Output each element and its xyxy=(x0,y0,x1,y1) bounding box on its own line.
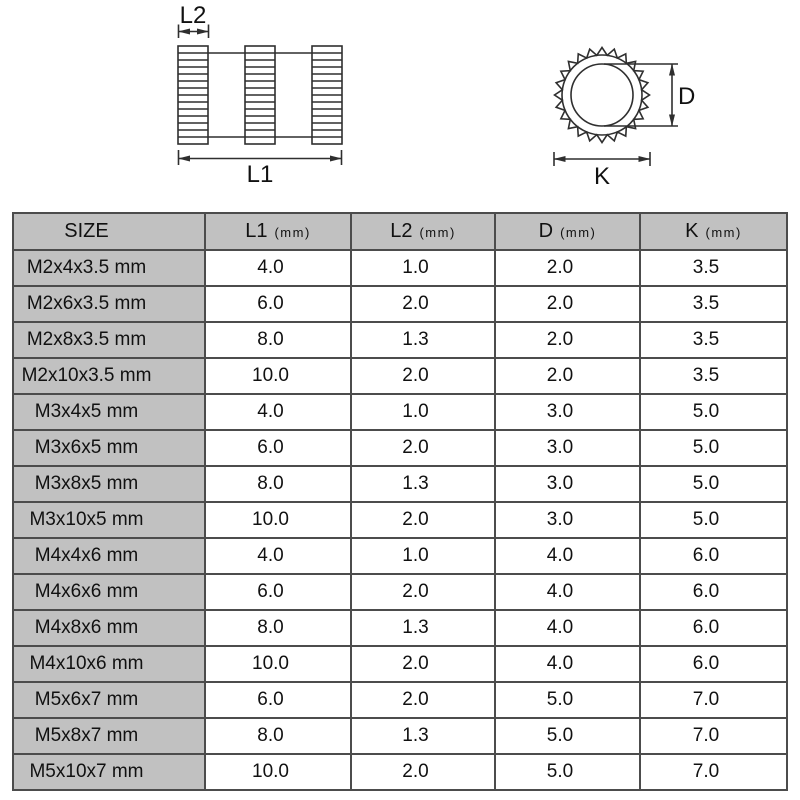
value-cell: 2.0 xyxy=(351,646,495,682)
value-cell: 2.0 xyxy=(495,286,640,322)
size-cell: M2x4x3.5 mm xyxy=(13,250,205,286)
value-cell: 4.0 xyxy=(495,646,640,682)
knurl-teeth xyxy=(555,48,650,143)
value-cell: 10.0 xyxy=(205,502,351,538)
value-cell: 2.0 xyxy=(495,358,640,394)
size-cell: M4x8x6 mm xyxy=(13,610,205,646)
column-header-l2: L2 (mm) xyxy=(351,213,495,250)
table-row xyxy=(13,754,787,790)
d-dimension-label: D xyxy=(678,83,696,110)
size-cell: M3x6x5 mm xyxy=(13,430,205,466)
value-cell: 6.0 xyxy=(640,538,787,574)
value-cell: 7.0 xyxy=(640,682,787,718)
value-cell: 4.0 xyxy=(495,574,640,610)
k-dimension xyxy=(554,152,650,190)
value-cell: 5.0 xyxy=(640,430,787,466)
value-cell: 8.0 xyxy=(205,466,351,502)
value-cell: 6.0 xyxy=(205,682,351,718)
value-cell: 6.0 xyxy=(205,286,351,322)
value-cell: 2.0 xyxy=(351,754,495,790)
value-cell: 1.0 xyxy=(351,250,495,286)
table-row xyxy=(13,466,787,502)
table-header-row xyxy=(13,213,787,250)
table-row xyxy=(13,538,787,574)
size-cell: M5x6x7 mm xyxy=(13,682,205,718)
size-cell: M3x8x5 mm xyxy=(13,466,205,502)
column-header-size: SIZE xyxy=(13,213,205,250)
value-cell: 2.0 xyxy=(351,286,495,322)
value-cell: 5.0 xyxy=(640,466,787,502)
insert-side-view xyxy=(178,2,342,188)
column-header-k: K (mm) xyxy=(640,213,787,250)
value-cell: 6.0 xyxy=(205,574,351,610)
size-cell: M3x4x5 mm xyxy=(13,394,205,430)
value-cell: 4.0 xyxy=(205,538,351,574)
value-cell: 4.0 xyxy=(495,610,640,646)
value-cell: 3.5 xyxy=(640,250,787,286)
table-row xyxy=(13,718,787,754)
column-header-l1: L1 (mm) xyxy=(205,213,351,250)
value-cell: 2.0 xyxy=(351,574,495,610)
value-cell: 3.5 xyxy=(640,322,787,358)
value-cell: 8.0 xyxy=(205,718,351,754)
value-cell: 1.3 xyxy=(351,718,495,754)
l1-dimension xyxy=(179,150,342,188)
table-row xyxy=(13,646,787,682)
value-cell: 2.0 xyxy=(351,358,495,394)
value-cell: 10.0 xyxy=(205,754,351,790)
value-cell: 3.5 xyxy=(640,286,787,322)
value-cell: 6.0 xyxy=(205,430,351,466)
size-cell: M4x10x6 mm xyxy=(13,646,205,682)
value-cell: 5.0 xyxy=(495,682,640,718)
table-body xyxy=(13,250,787,790)
value-cell: 5.0 xyxy=(640,394,787,430)
table-row xyxy=(13,502,787,538)
value-cell: 4.0 xyxy=(205,394,351,430)
value-cell: 7.0 xyxy=(640,754,787,790)
value-cell: 1.0 xyxy=(351,394,495,430)
table-row xyxy=(13,286,787,322)
size-cell: M4x4x6 mm xyxy=(13,538,205,574)
table-row xyxy=(13,610,787,646)
value-cell: 4.0 xyxy=(205,250,351,286)
size-cell: M2x6x3.5 mm xyxy=(13,286,205,322)
value-cell: 1.0 xyxy=(351,538,495,574)
table-row xyxy=(13,682,787,718)
value-cell: 2.0 xyxy=(495,250,640,286)
column-header-d: D (mm) xyxy=(495,213,640,250)
value-cell: 5.0 xyxy=(495,754,640,790)
value-cell: 3.0 xyxy=(495,394,640,430)
l2-dimension xyxy=(179,2,209,38)
value-cell: 2.0 xyxy=(351,502,495,538)
value-cell: 10.0 xyxy=(205,646,351,682)
value-cell: 5.0 xyxy=(495,718,640,754)
value-cell: 6.0 xyxy=(640,610,787,646)
size-spec-table xyxy=(12,212,788,791)
value-cell: 2.0 xyxy=(495,322,640,358)
value-cell: 6.0 xyxy=(640,646,787,682)
value-cell: 8.0 xyxy=(205,322,351,358)
table-row xyxy=(13,322,787,358)
size-cell: M2x8x3.5 mm xyxy=(13,322,205,358)
k-dimension-label: K xyxy=(593,163,611,190)
size-cell: M5x10x7 mm xyxy=(13,754,205,790)
value-cell: 3.0 xyxy=(495,466,640,502)
technical-drawing xyxy=(0,0,800,205)
table-row xyxy=(13,574,787,610)
l2-dimension-label: L2 xyxy=(179,2,207,29)
insert-top-view xyxy=(554,48,695,191)
size-cell: M3x10x5 mm xyxy=(13,502,205,538)
value-cell: 3.0 xyxy=(495,430,640,466)
value-cell: 10.0 xyxy=(205,358,351,394)
table-row xyxy=(13,358,787,394)
table-row xyxy=(13,394,787,430)
value-cell: 5.0 xyxy=(640,502,787,538)
value-cell: 1.3 xyxy=(351,322,495,358)
value-cell: 1.3 xyxy=(351,610,495,646)
size-cell: M2x10x3.5 mm xyxy=(13,358,205,394)
value-cell: 8.0 xyxy=(205,610,351,646)
value-cell: 2.0 xyxy=(351,430,495,466)
l1-dimension-label: L1 xyxy=(246,161,274,188)
size-cell: M5x8x7 mm xyxy=(13,718,205,754)
value-cell: 3.0 xyxy=(495,502,640,538)
value-cell: 1.3 xyxy=(351,466,495,502)
value-cell: 2.0 xyxy=(351,682,495,718)
value-cell: 3.5 xyxy=(640,358,787,394)
value-cell: 6.0 xyxy=(640,574,787,610)
table-row xyxy=(13,430,787,466)
value-cell: 4.0 xyxy=(495,538,640,574)
size-cell: M4x6x6 mm xyxy=(13,574,205,610)
value-cell: 7.0 xyxy=(640,718,787,754)
table-row xyxy=(13,250,787,286)
